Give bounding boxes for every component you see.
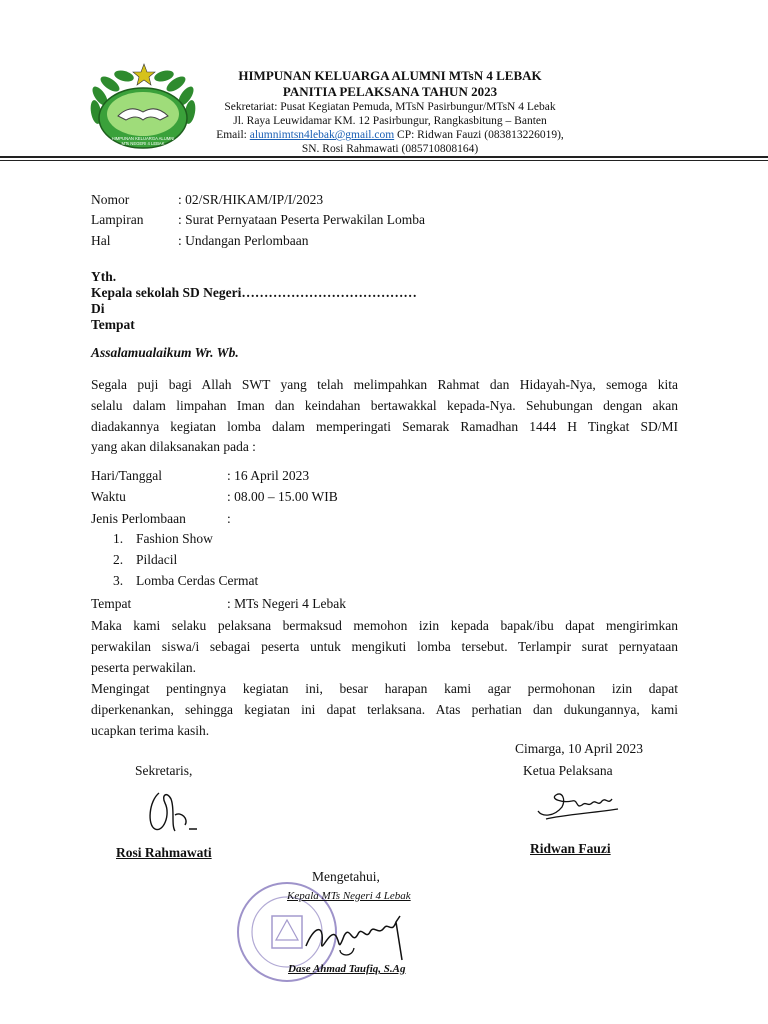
paragraph-closing: Mengingat pentingnya kegiatan ini, besar harapan kami agar permohonan izin dapat diperkenankan, sehingga kegiatan ini dapat terlaksana. Atas perhatian dan dukungannya, kami ucapkan terima kasih. — [91, 681, 678, 738]
address-line-1: Sekretariat: Pusat Kegiatan Pemuda, MTsN Pasirbungur/MTsN 4 Lebak — [224, 101, 556, 113]
secretary-signature — [145, 785, 205, 843]
tempat-value: : MTs Negeri 4 Lebak — [227, 596, 347, 611]
contact-line: Email: alumnimtsn4lebak@gmail.com CP: Ridwan Fauzi (083813226019), — [216, 129, 564, 141]
paragraph-intro: Segala puji bagi Allah SWT yang telah melimpahkan Rahmat dan Hidayah-Nya, semoga kita selalu dalam limpahan Iman dan keindahan bertawakkal kepada-Nya. Sehubungan dengan akan diadakannya kegiatan lomba dalam memperingati Semarak Ramadhan 1444 H Tingkat SD/MI yang akan dilaksanakan pada : — [91, 377, 678, 455]
lampiran-label: Lampiran — [91, 212, 144, 227]
headmaster-name: Dase Ahmad Taufiq, S.Ag — [288, 963, 406, 975]
contact-line-2: SN. Rosi Rahmawati (085710808164) — [301, 143, 479, 155]
header-divider-thin — [0, 160, 768, 161]
list-item: 1. Fashion Show — [113, 531, 213, 546]
secretary-title: Sekretaris, — [135, 763, 193, 778]
lampiran-value: : Surat Pernyataan Peserta Perwakilan Lomba — [178, 212, 426, 227]
chairman-title: Ketua Pelaksana — [523, 763, 613, 778]
recipient-kepala: Kepala sekolah SD Negeri………………………………… — [91, 285, 417, 300]
jenis-value: : — [227, 511, 231, 526]
paragraph-request: Maka kami selaku pelaksana bermaksud memohon izin kepada bapak/ibu dapat mengirimkan perwakilan siswa/i sebagai peserta untuk mengikuti lomba tersebut. Terlampir surat pernyataan peserta perwakilan. — [91, 618, 678, 675]
jenis-label: Jenis Perlombaan — [91, 511, 186, 526]
hal-value: : Undangan Perlombaan — [178, 233, 309, 248]
greeting: Assalamualaikum Wr. Wb. — [91, 345, 239, 360]
address-line-2: Jl. Raya Leuwidamar KM. 12 Pasirbungur, Rangkasbitung – Banten — [233, 115, 547, 127]
org-name: HIMPUNAN KELUARGA ALUMNI MTsN 4 LEBAK — [238, 68, 542, 83]
header-divider — [0, 156, 768, 158]
headmaster-signature — [300, 906, 420, 970]
hari-value: : 16 April 2023 — [227, 468, 310, 483]
chairman-name: Ridwan Fauzi — [530, 841, 611, 856]
list-item: 3. Lomba Cerdas Cermat — [113, 573, 259, 588]
email-link[interactable]: alumnimtsn4lebak@gmail.com — [249, 129, 395, 141]
place-date: Cimarga, 10 April 2023 — [515, 741, 643, 756]
svg-text:MTs NEGERI 4 LEBAK: MTs NEGERI 4 LEBAK — [121, 141, 165, 146]
tempat-label: Tempat — [91, 596, 132, 611]
recipient-tempat: Tempat — [91, 317, 135, 332]
recipient-yth: Yth. — [91, 269, 117, 284]
committee-name: PANITIA PELAKSANA TAHUN 2023 — [282, 84, 498, 99]
hari-label: Hari/Tanggal — [91, 468, 163, 483]
waktu-value: : 08.00 – 15.00 WIB — [227, 489, 338, 504]
mengetahui: Mengetahui, — [312, 869, 380, 884]
waktu-label: Waktu — [91, 489, 126, 504]
hal-label: Hal — [91, 233, 111, 248]
nomor-value: : 02/SR/HIKAM/IP/I/2023 — [178, 192, 324, 207]
chairman-signature — [532, 785, 624, 825]
recipient-di: Di — [91, 301, 105, 316]
secretary-name: Rosi Rahmawati — [116, 845, 212, 860]
nomor-label: Nomor — [91, 192, 130, 207]
list-item: 2. Pildacil — [113, 552, 178, 567]
headmaster-title: Kepala MTs Negeri 4 Lebak — [287, 890, 411, 902]
logo-text: HIMPUNAN KELUARGA ALUMNI — [111, 136, 175, 141]
organization-logo — [88, 62, 198, 158]
